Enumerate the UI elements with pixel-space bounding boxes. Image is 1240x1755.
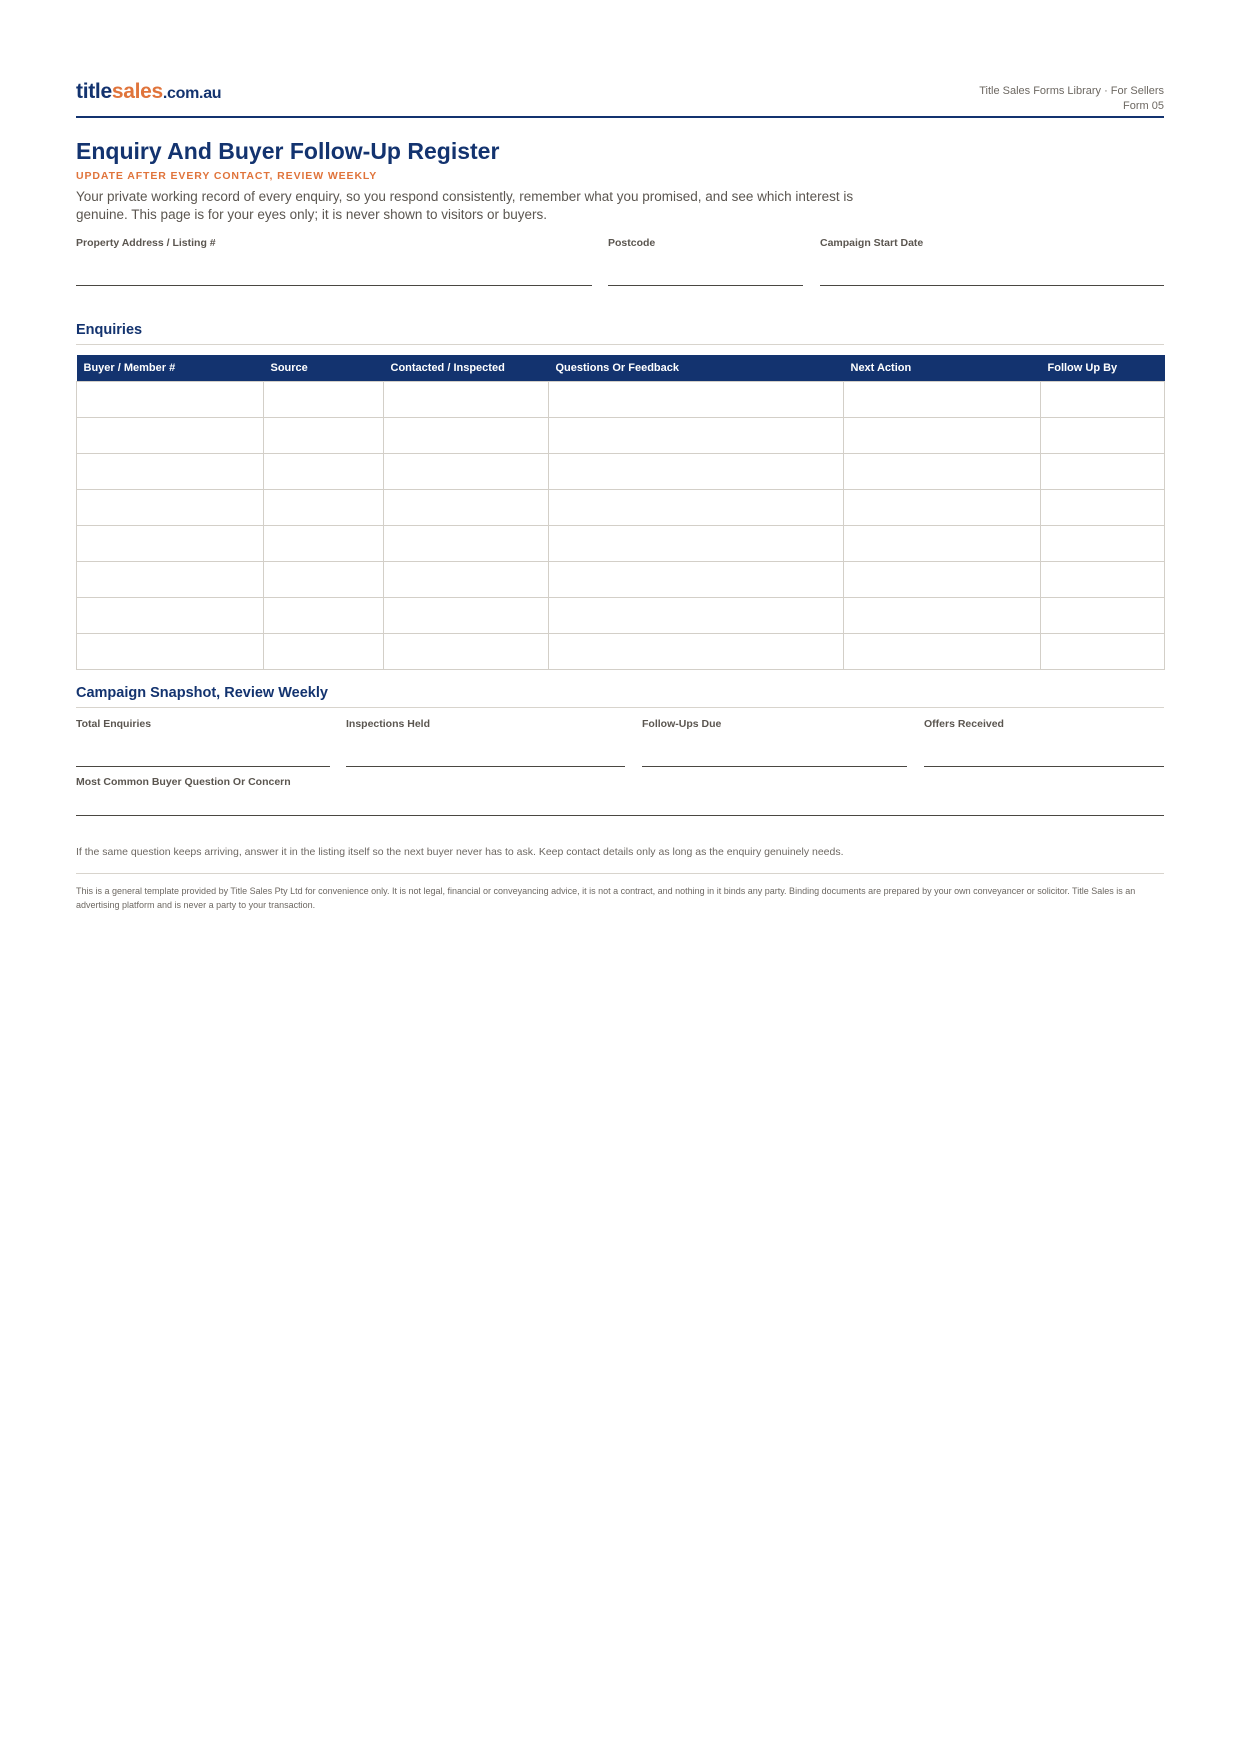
table-cell[interactable] (844, 382, 1041, 418)
table-row (77, 598, 1165, 634)
table-cell[interactable] (264, 598, 384, 634)
common-concern-field[interactable]: Most Common Buyer Question Or Concern (76, 776, 1164, 824)
table-cell[interactable] (264, 526, 384, 562)
col-follow-up-by: Follow Up By (1041, 355, 1165, 382)
table-cell[interactable] (1041, 598, 1165, 634)
table-cell[interactable] (264, 382, 384, 418)
table-header-row (77, 355, 1165, 382)
table-row (77, 382, 1165, 418)
table-cell[interactable] (1041, 526, 1165, 562)
property-fields (76, 237, 1164, 295)
table-cell[interactable] (1041, 562, 1165, 598)
guidance-note: If the same question keeps arriving, answer it in the listing itself so the next buyer never has to ask. Keep contact details only as long as the enquiry genuinely needs. (76, 846, 1164, 874)
page-header (76, 0, 1164, 118)
table-cell[interactable] (549, 382, 844, 418)
table-cell[interactable] (384, 634, 549, 670)
table-cell[interactable] (1041, 490, 1165, 526)
field-line (76, 766, 330, 767)
table-row (77, 562, 1165, 598)
titlesales-logo: titlesales.com.au (76, 80, 222, 103)
table-cell[interactable] (844, 490, 1041, 526)
follow-ups-due-field[interactable]: Follow-Ups Due (642, 718, 907, 730)
table-cell[interactable] (549, 454, 844, 490)
table-cell[interactable] (844, 418, 1041, 454)
legal-disclaimer: This is a general template provided by Title Sales Pty Ltd for convenience only. It is not legal, financial or conveyancing advice, it is not a contract, and nothing in it binds any party. Binding documents are prepared by your own conveyancer or solicitor. Title Sales is an advertising platform and is never a party to your transaction. (76, 886, 1136, 910)
total-enquiries-field[interactable]: Total Enquiries (76, 718, 330, 730)
table-cell[interactable] (844, 562, 1041, 598)
field-line (608, 285, 803, 286)
col-buyer-member: Buyer / Member # (77, 355, 264, 382)
table-cell[interactable] (844, 598, 1041, 634)
header-meta (979, 84, 1164, 114)
table-cell[interactable] (844, 634, 1041, 670)
table-cell[interactable] (384, 418, 549, 454)
table-cell[interactable] (77, 526, 264, 562)
table-cell[interactable] (384, 598, 549, 634)
intro-text: Your private working record of every enquiry, so you respond consistently, remember what you promised, and see which interest is genuine. This page is for your eyes only; it is never shown to visitors or buyers. (76, 189, 854, 222)
table-cell[interactable] (844, 454, 1041, 490)
field-line (642, 766, 907, 767)
page-subtitle: UPDATE AFTER EVERY CONTACT, REVIEW WEEKLY (76, 170, 378, 182)
field-line (76, 815, 1164, 816)
table-cell[interactable] (77, 490, 264, 526)
enquiries-table-body (77, 382, 1165, 670)
table-cell[interactable] (264, 418, 384, 454)
table-cell[interactable] (77, 418, 264, 454)
table-cell[interactable] (384, 526, 549, 562)
col-questions-feedback: Questions Or Feedback (549, 355, 844, 382)
table-cell[interactable] (384, 562, 549, 598)
table-cell[interactable] (77, 562, 264, 598)
table-cell[interactable] (1041, 382, 1165, 418)
forms-library-label: Title Sales Forms Library · For Sellers (979, 85, 1164, 97)
enquiries-table (76, 355, 1165, 670)
table-row (77, 418, 1165, 454)
offers-received-field[interactable]: Offers Received (924, 718, 1164, 730)
table-row (77, 490, 1165, 526)
postcode-field[interactable]: Postcode (608, 237, 803, 249)
table-cell[interactable] (549, 634, 844, 670)
col-source: Source (264, 355, 384, 382)
field-line (924, 766, 1164, 767)
table-cell[interactable] (77, 598, 264, 634)
field-line (820, 285, 1164, 286)
campaign-start-date-field[interactable]: Campaign Start Date (820, 237, 1164, 249)
field-line (76, 285, 592, 286)
table-cell[interactable] (384, 490, 549, 526)
col-next-action: Next Action (844, 355, 1041, 382)
table-cell[interactable] (549, 526, 844, 562)
table-cell[interactable] (384, 454, 549, 490)
col-contacted-inspected: Contacted / Inspected (384, 355, 549, 382)
table-cell[interactable] (264, 562, 384, 598)
enquiries-heading: Enquiries (76, 322, 1164, 345)
field-line (346, 766, 625, 767)
table-cell[interactable] (549, 418, 844, 454)
table-row (77, 526, 1165, 562)
table-cell[interactable] (264, 490, 384, 526)
table-cell[interactable] (264, 634, 384, 670)
table-cell[interactable] (384, 382, 549, 418)
page-title: Enquiry And Buyer Follow-Up Register (76, 138, 500, 164)
table-cell[interactable] (77, 454, 264, 490)
snapshot-fields (76, 718, 1164, 776)
table-cell[interactable] (549, 598, 844, 634)
table-cell[interactable] (1041, 634, 1165, 670)
table-cell[interactable] (1041, 454, 1165, 490)
table-cell[interactable] (77, 634, 264, 670)
table-cell[interactable] (77, 382, 264, 418)
table-cell[interactable] (264, 454, 384, 490)
table-cell[interactable] (1041, 418, 1165, 454)
inspections-held-field[interactable]: Inspections Held (346, 718, 625, 730)
table-cell[interactable] (549, 562, 844, 598)
form-number: Form 05 (1123, 100, 1164, 112)
table-cell[interactable] (549, 490, 844, 526)
table-cell[interactable] (844, 526, 1041, 562)
table-row (77, 454, 1165, 490)
table-row (77, 634, 1165, 670)
property-address-field[interactable]: Property Address / Listing # (76, 237, 592, 249)
snapshot-heading: Campaign Snapshot, Review Weekly (76, 685, 1164, 708)
